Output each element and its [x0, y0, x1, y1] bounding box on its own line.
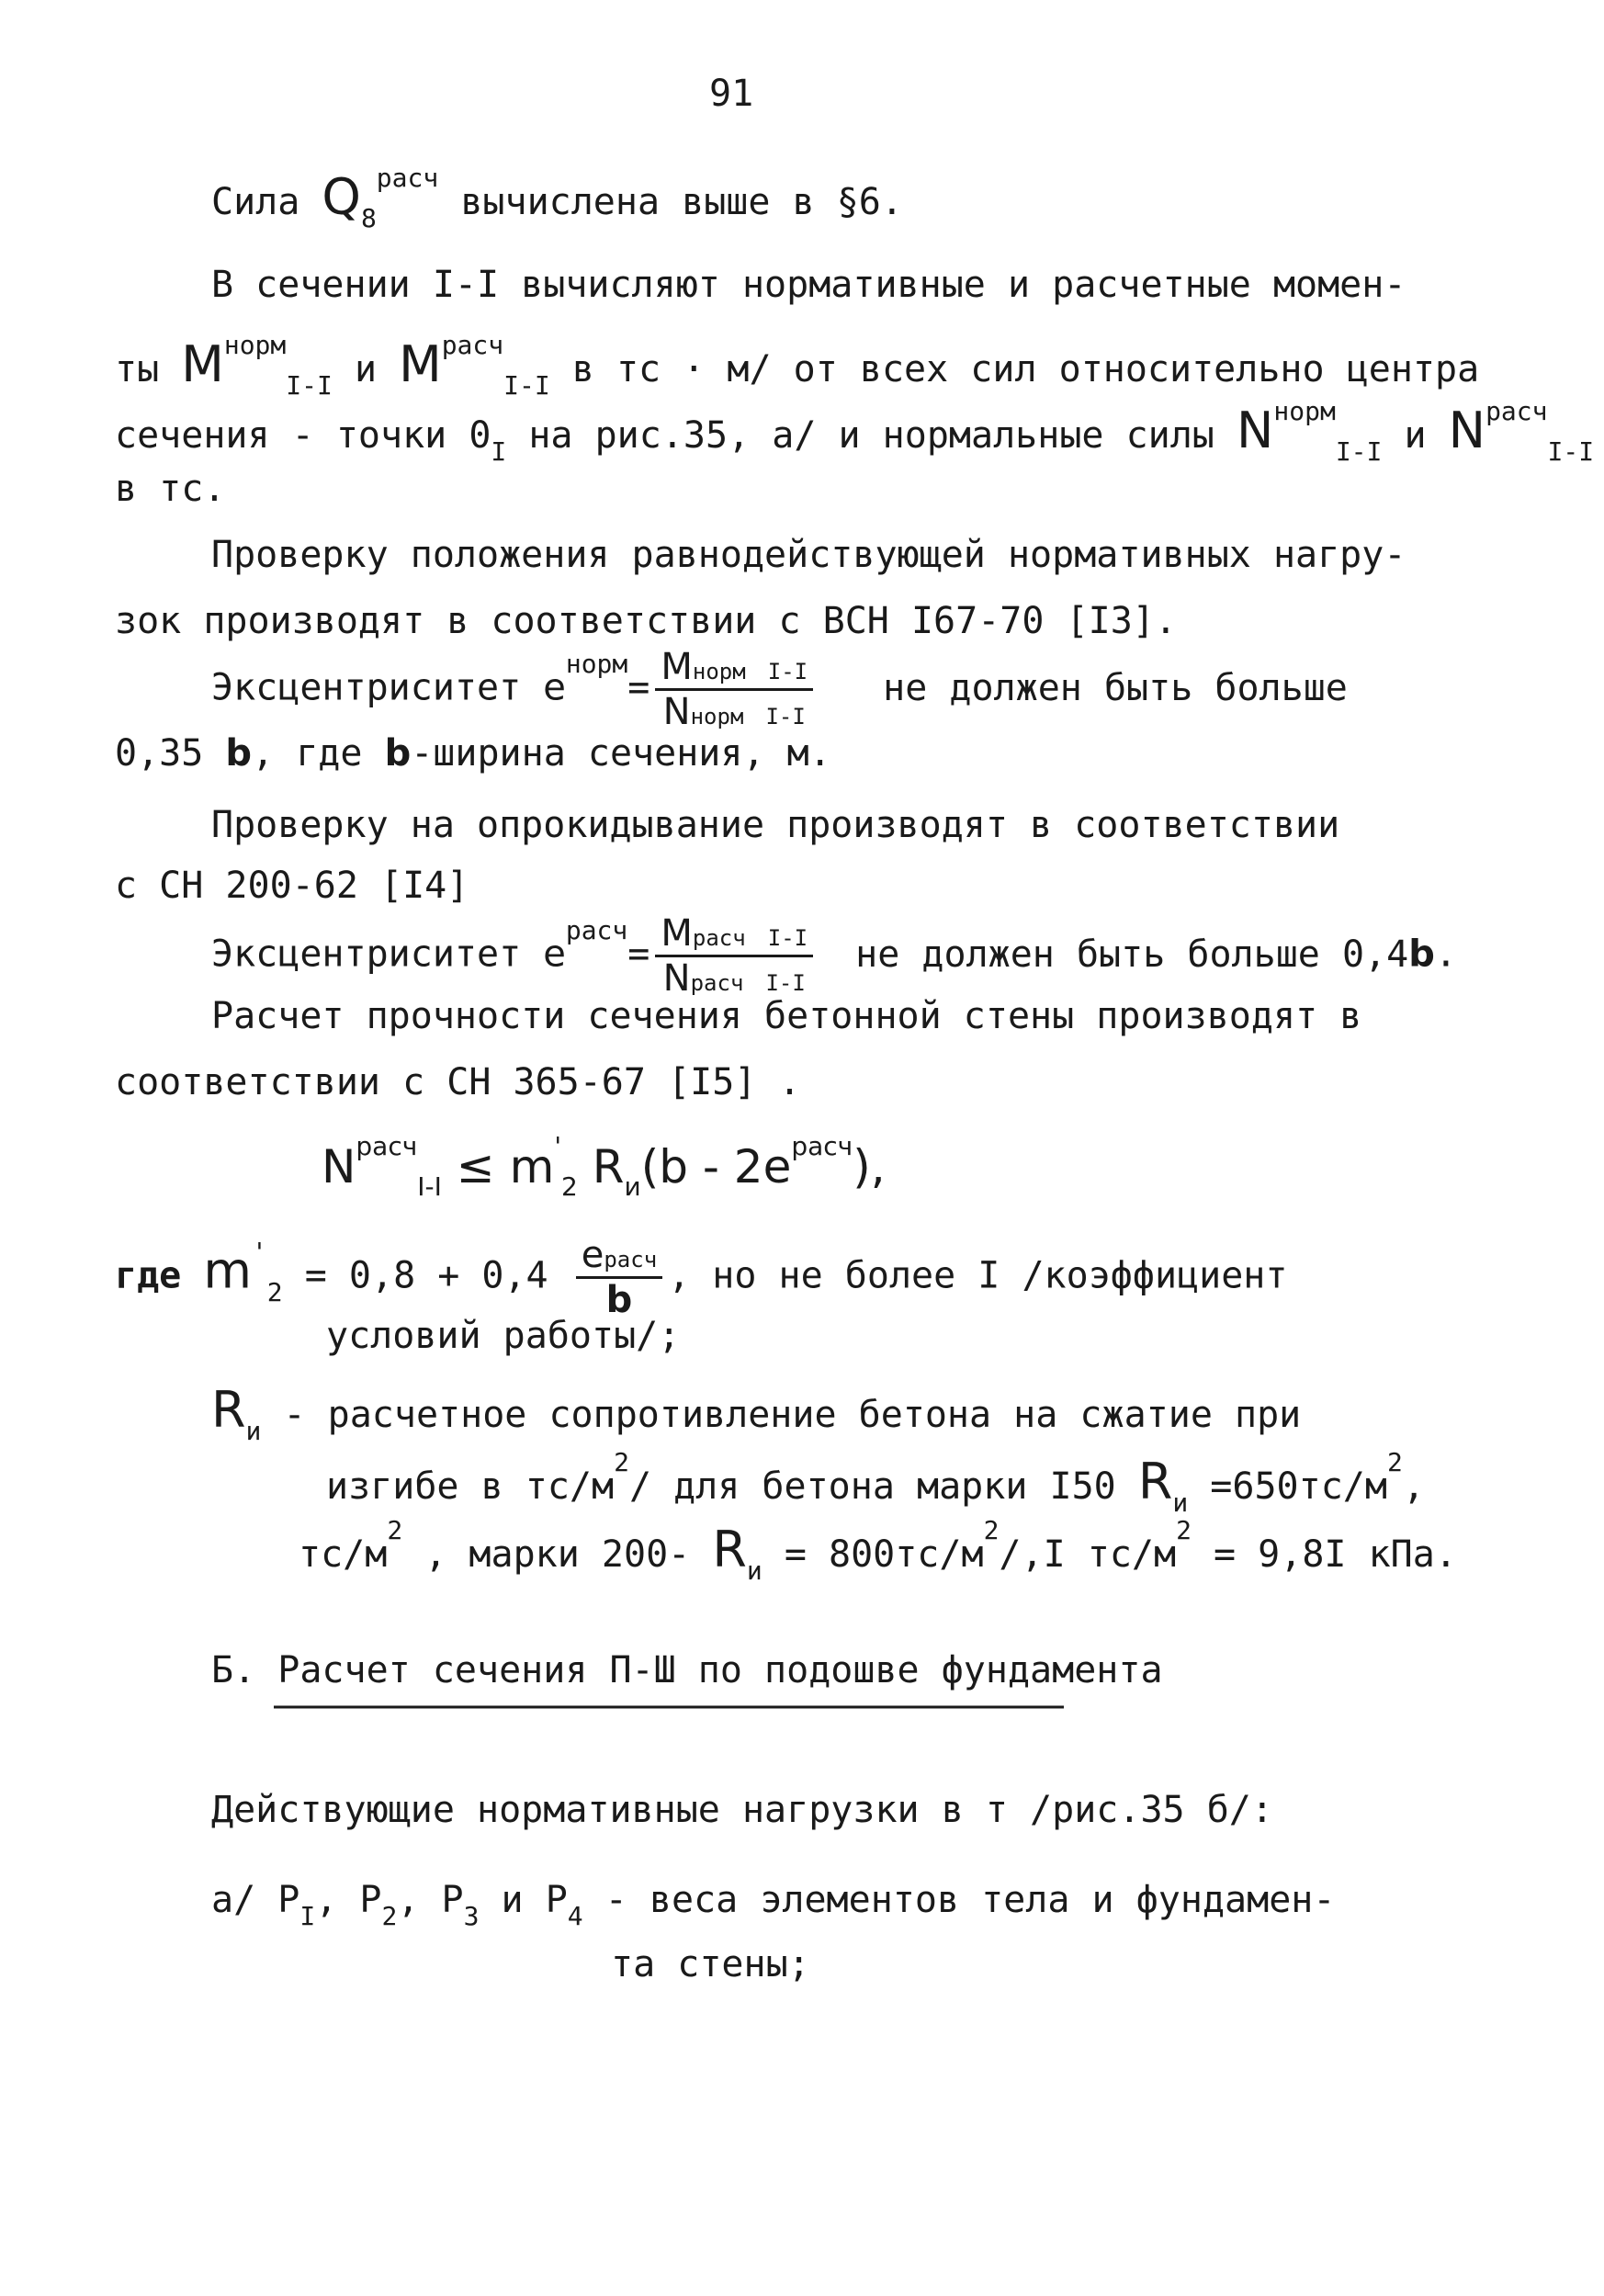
text-line-14: соответствии с СН 365-67 [I5] .: [115, 1061, 801, 1103]
text-line-3: ты $M^{норм}_{I-I}$ и $M^{расч}_{I-I}$ в тс · м/ от всех сил относительно центра: [115, 330, 1480, 401]
text-line-10: Проверку на опрокидывание производят в соответствии: [211, 804, 1340, 846]
text-line-19: $тс/м^2$ , марки 200- $R_и = 800тс/м^2/,I$ $тс/м^2 = 9,8I$ кПа.: [299, 1515, 1457, 1586]
coefficient-fraction: $\frac{\text{eрасч}}{b}$: [576, 1236, 662, 1319]
text-line-4: сечения - точки $0_I$ на рис.35, а/ и нормальные силы $N^{норм}_{I-I}$ и $N^{расч}_{I-I}$: [115, 396, 1595, 467]
section-heading: Б. Расчет сечения П-Ш по подошве фундамента: [211, 1649, 1163, 1691]
text-line-7: зок производят в соответствии с ВСН I67-70 [I3].: [115, 600, 1177, 642]
page-number: 91: [709, 73, 754, 115]
text-line-17: $R_и$ - расчетное сопротивление бетона на сжатие при: [211, 1381, 1302, 1446]
text-line-20: Действующие нормативные нагрузки в т /рис.35 б/:: [211, 1789, 1273, 1831]
text-line-22: та стены;: [611, 1943, 810, 1985]
text-line-21: а/ $P_I$, $P_2$, $P_3$ и $P_4$ - веса элементов тела и фундамен-: [211, 1879, 1336, 1931]
text-line-2: В сечении I-I вычисляют нормативные и расчетные момен-: [211, 264, 1406, 306]
text-line-1: Сила $Q_8^{расч}$ вычислена выше в §6.: [211, 163, 903, 233]
q-symbol: Q: [322, 168, 361, 226]
strength-formula: $N^{расч}_{I-I} \le m'_2$ $R_и(b - 2e^{расч})$,: [322, 1131, 886, 1202]
text-line-8: Эксцентриситет $e^{норм}=$ $\frac{\text{Mнорм I-I}}{\text{Nнорм I-I}}$ не должен быть больше: [211, 646, 1348, 733]
eccentricity-calc-fraction: $\frac{\text{Mрасч I-I}}{\text{Nрасч I-I}}$: [655, 914, 813, 998]
text-line-12: Эксцентриситет $e^{расч}=$ $\frac{\text{Mрасч I-I}}{\text{Nрасч I-I}}$ не должен быть больше 0,4b.: [211, 912, 1457, 1000]
text-line-5: в тс.: [115, 468, 226, 510]
eccentricity-norm-fraction: $\frac{\text{Mнорм I-I}}{\text{Nнорм I-I}}$: [655, 648, 813, 731]
text-line-16: условий работы/;: [326, 1315, 681, 1357]
text-line-15: где $m'_2 = 0,8 + 0,4$ $\frac{\text{eрасч}}{b}$ , но не более I /коэффициент: [115, 1234, 1288, 1321]
text-line-13: Расчет прочности сечения бетонной стены производят в: [211, 995, 1362, 1037]
text-line-18: изгибе в $тс/м^2/$ для бетона марки I50 $R_и =650тс/м^2$,: [326, 1447, 1425, 1518]
text-line-9: 0,35 b, где b-ширина сечения, м.: [115, 732, 831, 775]
text-line-6: Проверку положения равнодействующей нормативных нагру-: [211, 534, 1406, 576]
text-line-11: с СН 200-62 [I4]: [115, 865, 469, 907]
heading-underline: [274, 1703, 1064, 1711]
